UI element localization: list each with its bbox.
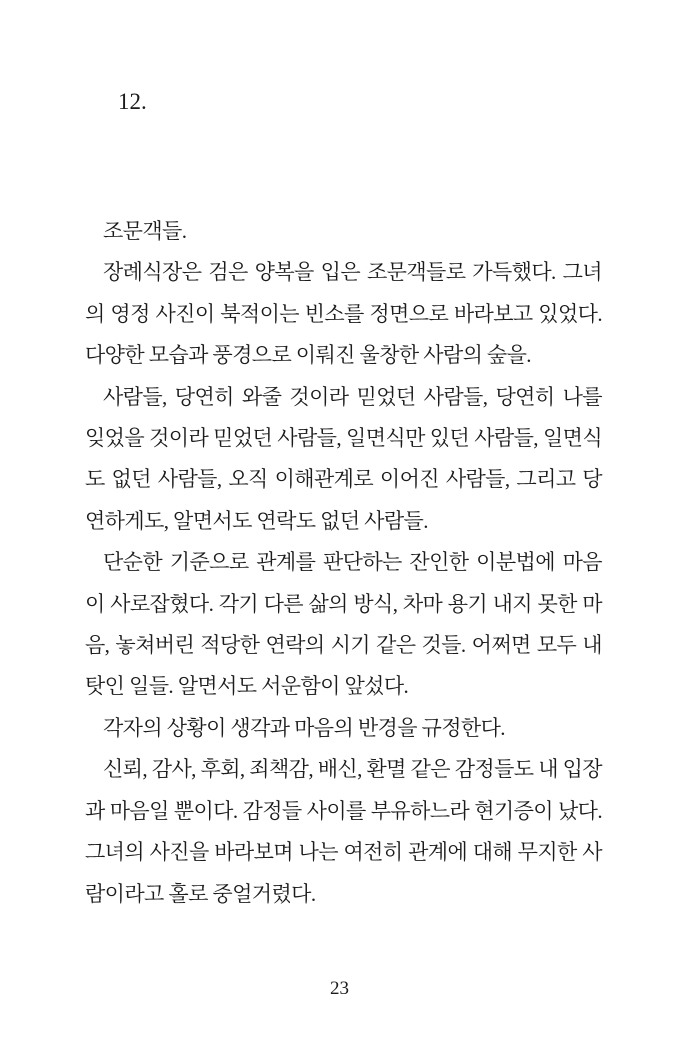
- paragraph-circumstance: 각자의 상황이 생각과 마음의 반경을 규정한다.: [103, 715, 505, 740]
- page-number: 23: [330, 978, 349, 999]
- paragraph-people-list: 사람들, 당연히 와줄 것이라 믿었던 사람들, 당연히 나를 잊었을 것이라 믿었던 사람들, 일면식만 있던 사람들, 일면식도 없던 사람들, 오직 이해관계로 이어진 사람들, 그리고 당연하게도, 알면서도 연락도 없던 사람들.: [85, 384, 602, 533]
- paragraph-emotions: 신뢰, 감사, 후회, 죄책감, 배신, 환멸 같은 감정들도 내 입장과 마음일 뿐이다. 감정들 사이를 부유하느라 현기증이 났다. 그녀의 사진을 바라보며 나는 여전히 관계에 대해 무지한 사람이라고 홀로 중얼거렸다.: [85, 757, 602, 906]
- body-text: [85, 211, 602, 915]
- paragraph-dichotomy: 단순한 기준으로 관계를 판단하는 잔인한 이분법에 마음이 사로잡혔다. 각기 다른 삶의 방식, 차마 용기 내지 못한 마음, 놓쳐버린 적당한 연락의 시기 같은 것들. 어쩌면 모두 내 탓인 일들. 알면서도 서운함이 앞섰다.: [85, 550, 602, 699]
- paragraph-funeral-hall: 장례식장은 검은 양복을 입은 조문객들로 가득했다. 그녀의 영정 사진이 북적이는 빈소를 정면으로 바라보고 있었다. 다양한 모습과 풍경으로 이뤄진 울창한 사람의 숲을.: [85, 260, 602, 368]
- chapter-number: 12.: [118, 89, 147, 114]
- paragraph-mourners: 조문객들.: [103, 219, 187, 243]
